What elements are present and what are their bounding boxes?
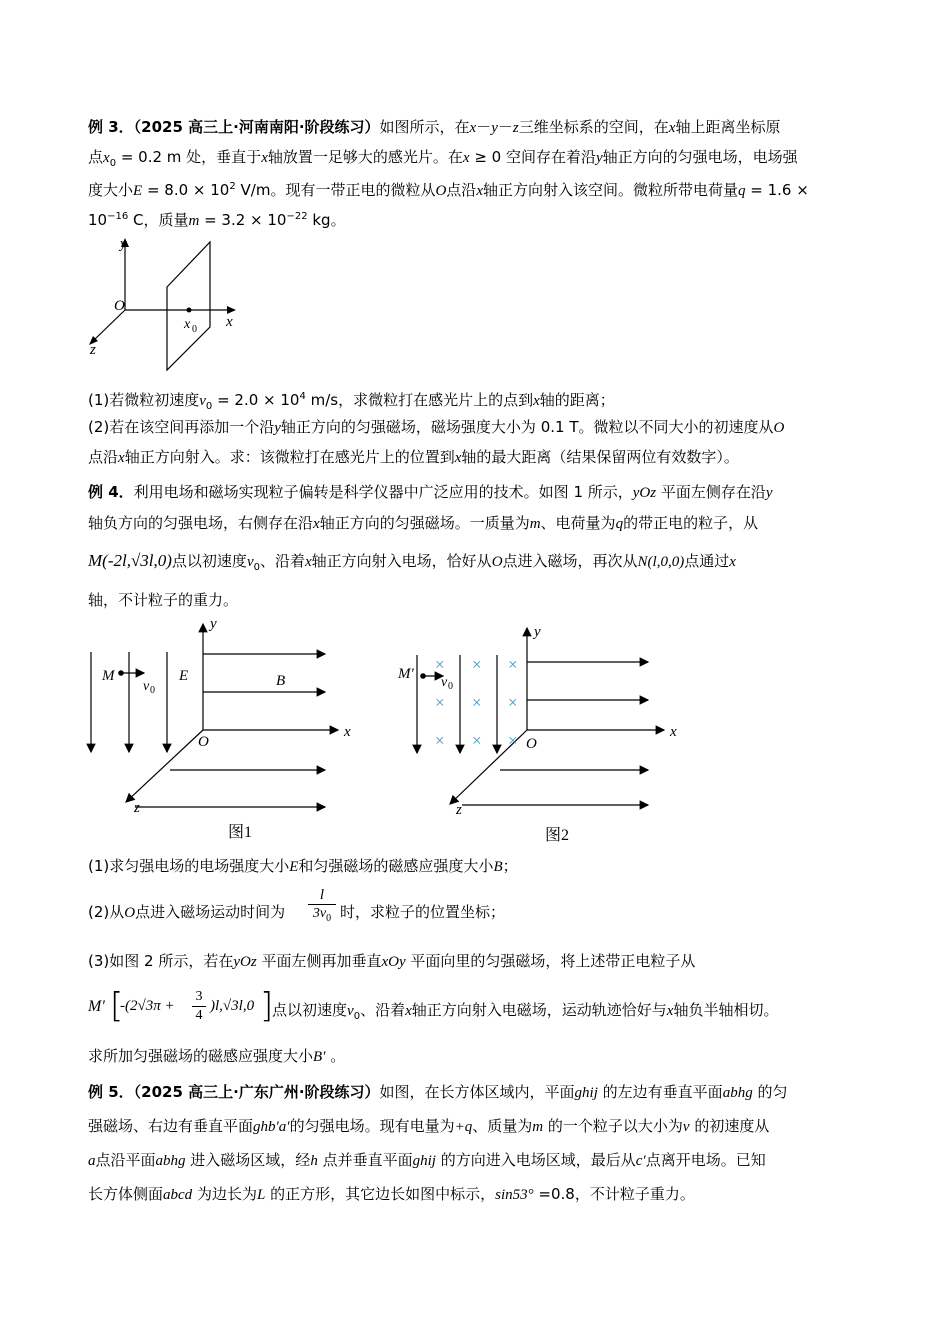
ex3-heading: 例 3．（2025 高三上·河南南阳·阶段练习） bbox=[88, 118, 380, 136]
ex3-fig-o-label: O bbox=[114, 298, 125, 314]
ex3-line-4: $10^{-16}$ C，质量$m = 3.2 \times 10^{-22}$ kg。 bbox=[88, 211, 346, 229]
fig2-cross-mark: × bbox=[435, 731, 445, 750]
ex5-line-3: a点沿平面abhg 进入磁场区域，经h 点并垂直平面ghij 的方向进入电场区域，最后从c′点离开电场。已知 bbox=[88, 1151, 766, 1169]
ex5-line-4: 长方体侧面abcd 为边长为L 的正方形，其它边长如图中标示，sin53° =0.8，不计粒子重力。 bbox=[88, 1185, 695, 1203]
fig2-cross-mark: × bbox=[508, 693, 518, 712]
ex4-heading: 例 4． bbox=[88, 483, 134, 501]
ex4-question-3: (3)如图 2 所示，若在yOz 平面左侧再加垂直xOy 平面向里的匀强磁场，将上述带正电粒子从 bbox=[88, 952, 696, 970]
fig2-cross-mark: × bbox=[508, 655, 518, 674]
m-prime-fraction: 3 4 bbox=[192, 988, 206, 1025]
fig2-z-label: z bbox=[456, 802, 462, 818]
fig2-cross-mark: × bbox=[472, 731, 482, 750]
fig1-e-label: E bbox=[179, 668, 189, 684]
ex3-question-1: (1)若微粒初速度$v_0 = 2.0 \times 10^4$ m/s，求微粒打在感光片上的点到x轴的距离； bbox=[88, 391, 615, 412]
ex5-line-2: 强磁场、右边有垂直平面ghb′a′的匀强电场。现有电量为+q、质量为m 的一个粒子以大小为v 的初速度从 bbox=[88, 1117, 770, 1135]
ex3-question-2: (2)若在该空间再添加一个沿y轴正方向的匀强磁场，磁场强度大小为 0.1 T。微粒以不同大小的初速度从O bbox=[88, 418, 785, 436]
ex3-fig-x0-label: x bbox=[184, 317, 191, 332]
fig1-v-sub: 0 bbox=[150, 685, 155, 696]
ex4-line-1: 例 4．利用电场和磁场实现粒子偏转是科学仪器中广泛应用的技术。如图 1 所示，yOz 平面左侧存在沿y bbox=[88, 483, 773, 501]
ex3-question-2-cont: 点沿x轴正方向射入。求：该微粒打在感光片上的位置到x轴的最大距离（结果保留两位有效数字）。 bbox=[88, 448, 739, 466]
ex3-fig-y-label: y bbox=[120, 236, 127, 252]
ex3-line-3: 度大小$E = 8.0 \times 10^2$ V/m。现有一带正电的微粒从O点沿x轴正方向射入该空间。微粒所带电荷量q = 1.6 × bbox=[88, 181, 809, 199]
ex3-x-arrow bbox=[227, 306, 236, 314]
ex3-line-1: 例 3．（2025 高三上·河南南阳·阶段练习）如图所示，在x－y－z三维坐标系的空间，在x轴上距离坐标原 bbox=[88, 118, 781, 136]
fig2-cross-mark: × bbox=[435, 693, 445, 712]
ex4-question-1: (1)求匀强电场的电场强度大小E和匀强磁场的磁感应强度大小B； bbox=[88, 857, 518, 875]
ex3-z-axis bbox=[94, 310, 125, 340]
fig2-cross-mark: × bbox=[472, 693, 482, 712]
ex3-x0-point bbox=[187, 308, 192, 313]
fig2-x-label: x bbox=[670, 724, 677, 740]
ex5-heading: 例 5．（2025 高三上·广东广州·阶段练习） bbox=[88, 1083, 380, 1101]
ex3-fig-x0-sub: 0 bbox=[192, 324, 197, 335]
fig2-m-label: M′ bbox=[398, 666, 414, 682]
ex5-line-1: 例 5．（2025 高三上·广东广州·阶段练习）如图，在长方体区域内，平面ghij 的左边有垂直平面abhg 的匀 bbox=[88, 1083, 788, 1101]
right-bracket: ] bbox=[260, 986, 274, 1026]
ex4-line-2: 轴负方向的匀强电场，右侧存在沿x轴正方向的匀强磁场。一质量为m、电荷量为q的带正电的粒子，从 bbox=[88, 514, 759, 532]
fig2-cross-mark: × bbox=[472, 655, 482, 674]
ex4-figure-2 bbox=[390, 620, 690, 850]
fig1-v-label: v bbox=[143, 679, 150, 694]
fig1-b-label: B bbox=[276, 673, 286, 689]
ex4-question-3-end: 求所加匀强磁场的磁感应强度大小B′ 。 bbox=[88, 1047, 346, 1065]
ex3-fig-x-label: x bbox=[226, 314, 233, 330]
fig2-caption: 图2 bbox=[545, 827, 570, 844]
ex4-line-4: 轴，不计粒子的重力。 bbox=[88, 591, 239, 609]
ex4-line-3: M(-2l,√3l,0)点以初速度$v_0$、沿着x轴正方向射入电场，恰好从O点进入磁场，再次从N(l,0,0)点通过x bbox=[88, 551, 736, 573]
fig1-m-label: M bbox=[102, 668, 115, 684]
fig2-cross-mark: × bbox=[435, 655, 445, 674]
fig2-v-sub: 0 bbox=[448, 681, 453, 692]
fig1-m-point bbox=[118, 670, 124, 676]
ex3-fig-z-label: z bbox=[90, 342, 96, 358]
ex3-figure bbox=[80, 232, 250, 374]
ex4-question-2: (2)从O点进入磁场运动时间为 bbox=[88, 903, 286, 921]
fig2-m-point bbox=[420, 673, 426, 679]
time-fraction: l $3v_0$ bbox=[308, 886, 336, 928]
fig1-y-label: y bbox=[210, 616, 217, 632]
left-bracket: [ bbox=[110, 986, 124, 1026]
fig2-cross-mark: × bbox=[508, 731, 518, 750]
fig2-y-label: y bbox=[534, 624, 541, 640]
fig1-z-label: z bbox=[134, 800, 140, 816]
fig1-x-label: x bbox=[344, 724, 351, 740]
fig2-o-label: O bbox=[526, 736, 537, 752]
fig1-z-axis bbox=[126, 730, 203, 802]
ex3-sensor-plate bbox=[167, 242, 210, 370]
ex4-question-3-cont: 点以初速度$v_0$、沿着x轴正方向射入电磁场，运动轨迹恰好与x轴负半轴相切。 bbox=[272, 1001, 779, 1022]
ex3-line-2: 点$x_0 = 0.2$ m 处，垂直于x轴放置一足够大的感光片。在x ≥ 0 空间存在着沿y轴正方向的匀强电场，电场强 bbox=[88, 148, 798, 169]
fig1-caption: 图1 bbox=[228, 824, 253, 841]
fig2-v-label: v bbox=[441, 675, 448, 690]
ex4-figure-1 bbox=[80, 612, 370, 844]
ex4-question-2-tail: 时，求粒子的位置坐标； bbox=[340, 903, 506, 921]
m-prime-coordinate: M′ [ -(2√3π + 3 4 )l,√3l,0 ] bbox=[88, 986, 274, 1026]
fig1-o-label: O bbox=[198, 734, 209, 750]
